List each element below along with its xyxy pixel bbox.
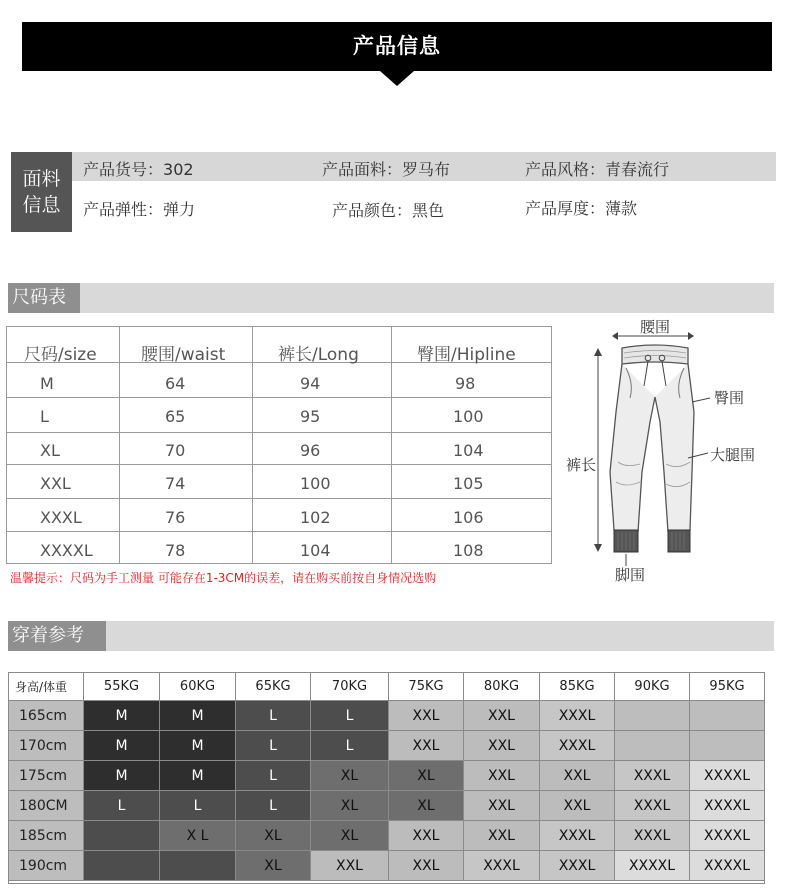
size-tip: 温馨提示：尺码为手工测量 可能存在1-3CM的误差，请在购买前按自身情况选购 bbox=[10, 571, 437, 585]
banner-title: 产品信息 bbox=[353, 34, 441, 58]
size-cell: 78 bbox=[165, 541, 186, 560]
size-cell: 105 bbox=[453, 474, 484, 493]
pants-diagram bbox=[560, 312, 790, 587]
info-item-style: 产品风格：青春流行 bbox=[525, 160, 670, 179]
wear-size-cell: XXXL bbox=[540, 851, 615, 881]
size-chart-title: 尺码表 bbox=[8, 283, 80, 313]
wear-size-cell bbox=[84, 821, 160, 851]
info-item-sku: 产品货号：302 bbox=[83, 160, 194, 179]
wear-size-cell: XXXL bbox=[615, 761, 690, 791]
size-cell: XXXL bbox=[40, 508, 82, 527]
wear-size-cell: XL bbox=[236, 851, 311, 881]
pants-illustration bbox=[560, 312, 790, 587]
wear-size-cell: M bbox=[160, 731, 236, 761]
wear-size-cell: XXL bbox=[389, 851, 464, 881]
wear-size-cell: XXXL bbox=[540, 701, 615, 731]
wear-table-weight-header: 80KG bbox=[464, 673, 540, 701]
wear-size-cell: XL bbox=[311, 821, 389, 851]
size-cell: XXXXL bbox=[40, 541, 93, 560]
size-table-divider bbox=[6, 498, 552, 499]
wear-reference-title: 穿着参考 bbox=[8, 621, 106, 651]
banner-arrow bbox=[380, 71, 414, 86]
wear-size-cell: XXL bbox=[311, 851, 389, 881]
wear-size-cell: XXL bbox=[464, 761, 540, 791]
wear-size-cell: XL bbox=[311, 791, 389, 821]
wear-size-cell bbox=[160, 851, 236, 881]
size-table-divider bbox=[6, 464, 552, 465]
wear-size-cell: M bbox=[84, 761, 160, 791]
wear-size-cell: L bbox=[311, 701, 389, 731]
wear-size-cell: XXXL bbox=[615, 791, 690, 821]
wear-table-weight-header: 85KG bbox=[540, 673, 615, 701]
wear-table-height-header: 165cm bbox=[9, 701, 84, 731]
size-cell: 102 bbox=[300, 508, 331, 527]
size-cell: 96 bbox=[300, 441, 321, 460]
wear-reference-table bbox=[8, 672, 765, 884]
wear-size-cell: XXL bbox=[389, 731, 464, 761]
diagram-label-length: 裤长 bbox=[566, 456, 597, 474]
wear-size-cell: XXXL bbox=[540, 731, 615, 761]
wear-size-cell: L bbox=[160, 791, 236, 821]
wear-reference-section-bar bbox=[8, 621, 774, 651]
size-cell: 98 bbox=[455, 374, 476, 393]
diagram-label-hip: 臀围 bbox=[714, 389, 745, 407]
wear-size-cell: X L bbox=[160, 821, 236, 851]
wear-table-height-header: 170cm bbox=[9, 731, 84, 761]
info-item-material: 产品面料：罗马布 bbox=[322, 160, 451, 179]
wear-table-weight-header: 65KG bbox=[236, 673, 311, 701]
fabric-label-line1: 面料 bbox=[22, 168, 61, 190]
wear-size-cell: L bbox=[84, 791, 160, 821]
wear-size-cell: M bbox=[160, 761, 236, 791]
size-cell: M bbox=[40, 374, 54, 393]
wear-size-cell bbox=[615, 701, 690, 731]
wear-size-cell: XXXL bbox=[615, 821, 690, 851]
wear-size-cell: L bbox=[311, 731, 389, 761]
wear-size-cell: XXL bbox=[464, 701, 540, 731]
wear-size-cell: L bbox=[236, 731, 311, 761]
wear-table-weight-header: 95KG bbox=[690, 673, 765, 701]
wear-table-weight-header: 75KG bbox=[389, 673, 464, 701]
diagram-label-ankle: 脚围 bbox=[615, 566, 646, 584]
fabric-label-line2: 信息 bbox=[22, 194, 61, 216]
wear-size-cell: XXXXL bbox=[690, 791, 765, 821]
wear-table-weight-header: 55KG bbox=[84, 673, 160, 701]
diagram-label-waist: 腰围 bbox=[640, 318, 671, 336]
wear-size-cell: XXL bbox=[464, 821, 540, 851]
wear-size-cell bbox=[690, 731, 765, 761]
wear-size-cell bbox=[84, 851, 160, 881]
size-cell: 64 bbox=[165, 374, 186, 393]
info-item-thickness: 产品厚度：薄款 bbox=[525, 199, 638, 218]
wear-size-cell: XL bbox=[311, 761, 389, 791]
wear-size-cell: XXL bbox=[389, 821, 464, 851]
wear-table-height-header: 185cm bbox=[9, 821, 84, 851]
wear-size-cell: XXL bbox=[540, 791, 615, 821]
size-cell: 100 bbox=[453, 407, 484, 426]
size-cell: 106 bbox=[453, 508, 484, 527]
wear-size-cell bbox=[690, 701, 765, 731]
size-table-header: 腰围/waist bbox=[141, 345, 226, 365]
size-cell: 94 bbox=[300, 374, 321, 393]
diagram-label-thigh: 大腿围 bbox=[710, 446, 756, 464]
size-table-header: 尺码/size bbox=[24, 345, 97, 365]
fabric-info-label bbox=[11, 152, 72, 232]
wear-size-cell: L bbox=[236, 761, 311, 791]
size-cell: 104 bbox=[453, 441, 484, 460]
size-cell: 70 bbox=[165, 441, 186, 460]
wear-size-cell: XXL bbox=[540, 761, 615, 791]
size-table-header: 裤长/Long bbox=[278, 345, 359, 365]
wear-size-cell: XL bbox=[389, 761, 464, 791]
wear-size-cell: XL bbox=[389, 791, 464, 821]
size-table-header: 臀围/Hipline bbox=[417, 345, 516, 365]
wear-size-cell: M bbox=[160, 701, 236, 731]
size-cell: 95 bbox=[300, 407, 321, 426]
wear-size-cell: XL bbox=[236, 821, 311, 851]
wear-table-weight-header: 60KG bbox=[160, 673, 236, 701]
size-table-divider bbox=[6, 432, 552, 433]
wear-size-cell: XXL bbox=[464, 731, 540, 761]
wear-table-weight-header: 90KG bbox=[615, 673, 690, 701]
wear-size-cell: XXXXL bbox=[690, 821, 765, 851]
wear-table-corner: 身高/体重 bbox=[9, 673, 84, 701]
size-table-divider bbox=[6, 397, 552, 398]
wear-size-cell: XXL bbox=[464, 791, 540, 821]
wear-table-height-header: 190cm bbox=[9, 851, 84, 881]
wear-table-height-header: 180CM bbox=[9, 791, 84, 821]
wear-size-cell: M bbox=[84, 701, 160, 731]
wear-size-cell: L bbox=[236, 701, 311, 731]
wear-size-cell: XXXL bbox=[464, 851, 540, 881]
size-chart-section-bar bbox=[8, 283, 774, 313]
wear-table-height-header: 175cm bbox=[9, 761, 84, 791]
wear-size-cell: M bbox=[84, 731, 160, 761]
size-cell: 108 bbox=[453, 541, 484, 560]
size-cell: 65 bbox=[165, 407, 186, 426]
size-cell: 76 bbox=[165, 508, 186, 527]
wear-size-cell: XXXXL bbox=[615, 851, 690, 881]
wear-size-cell: L bbox=[236, 791, 311, 821]
wear-size-cell: XXXXL bbox=[690, 851, 765, 881]
wear-size-cell: XXXL bbox=[540, 821, 615, 851]
size-cell: L bbox=[40, 407, 49, 426]
wear-size-cell: XXXXL bbox=[690, 761, 765, 791]
wear-size-cell: XXL bbox=[389, 701, 464, 731]
info-item-elasticity: 产品弹性：弹力 bbox=[83, 200, 196, 219]
info-item-color: 产品颜色：黑色 bbox=[332, 201, 445, 220]
wear-table-weight-header: 70KG bbox=[311, 673, 389, 701]
wear-size-cell bbox=[615, 731, 690, 761]
size-cell: 104 bbox=[300, 541, 331, 560]
size-cell: 74 bbox=[165, 474, 186, 493]
size-table-divider bbox=[6, 531, 552, 532]
header-banner bbox=[22, 22, 772, 71]
size-cell: 100 bbox=[300, 474, 331, 493]
size-cell: XXL bbox=[40, 474, 71, 493]
size-cell: XL bbox=[40, 441, 60, 460]
